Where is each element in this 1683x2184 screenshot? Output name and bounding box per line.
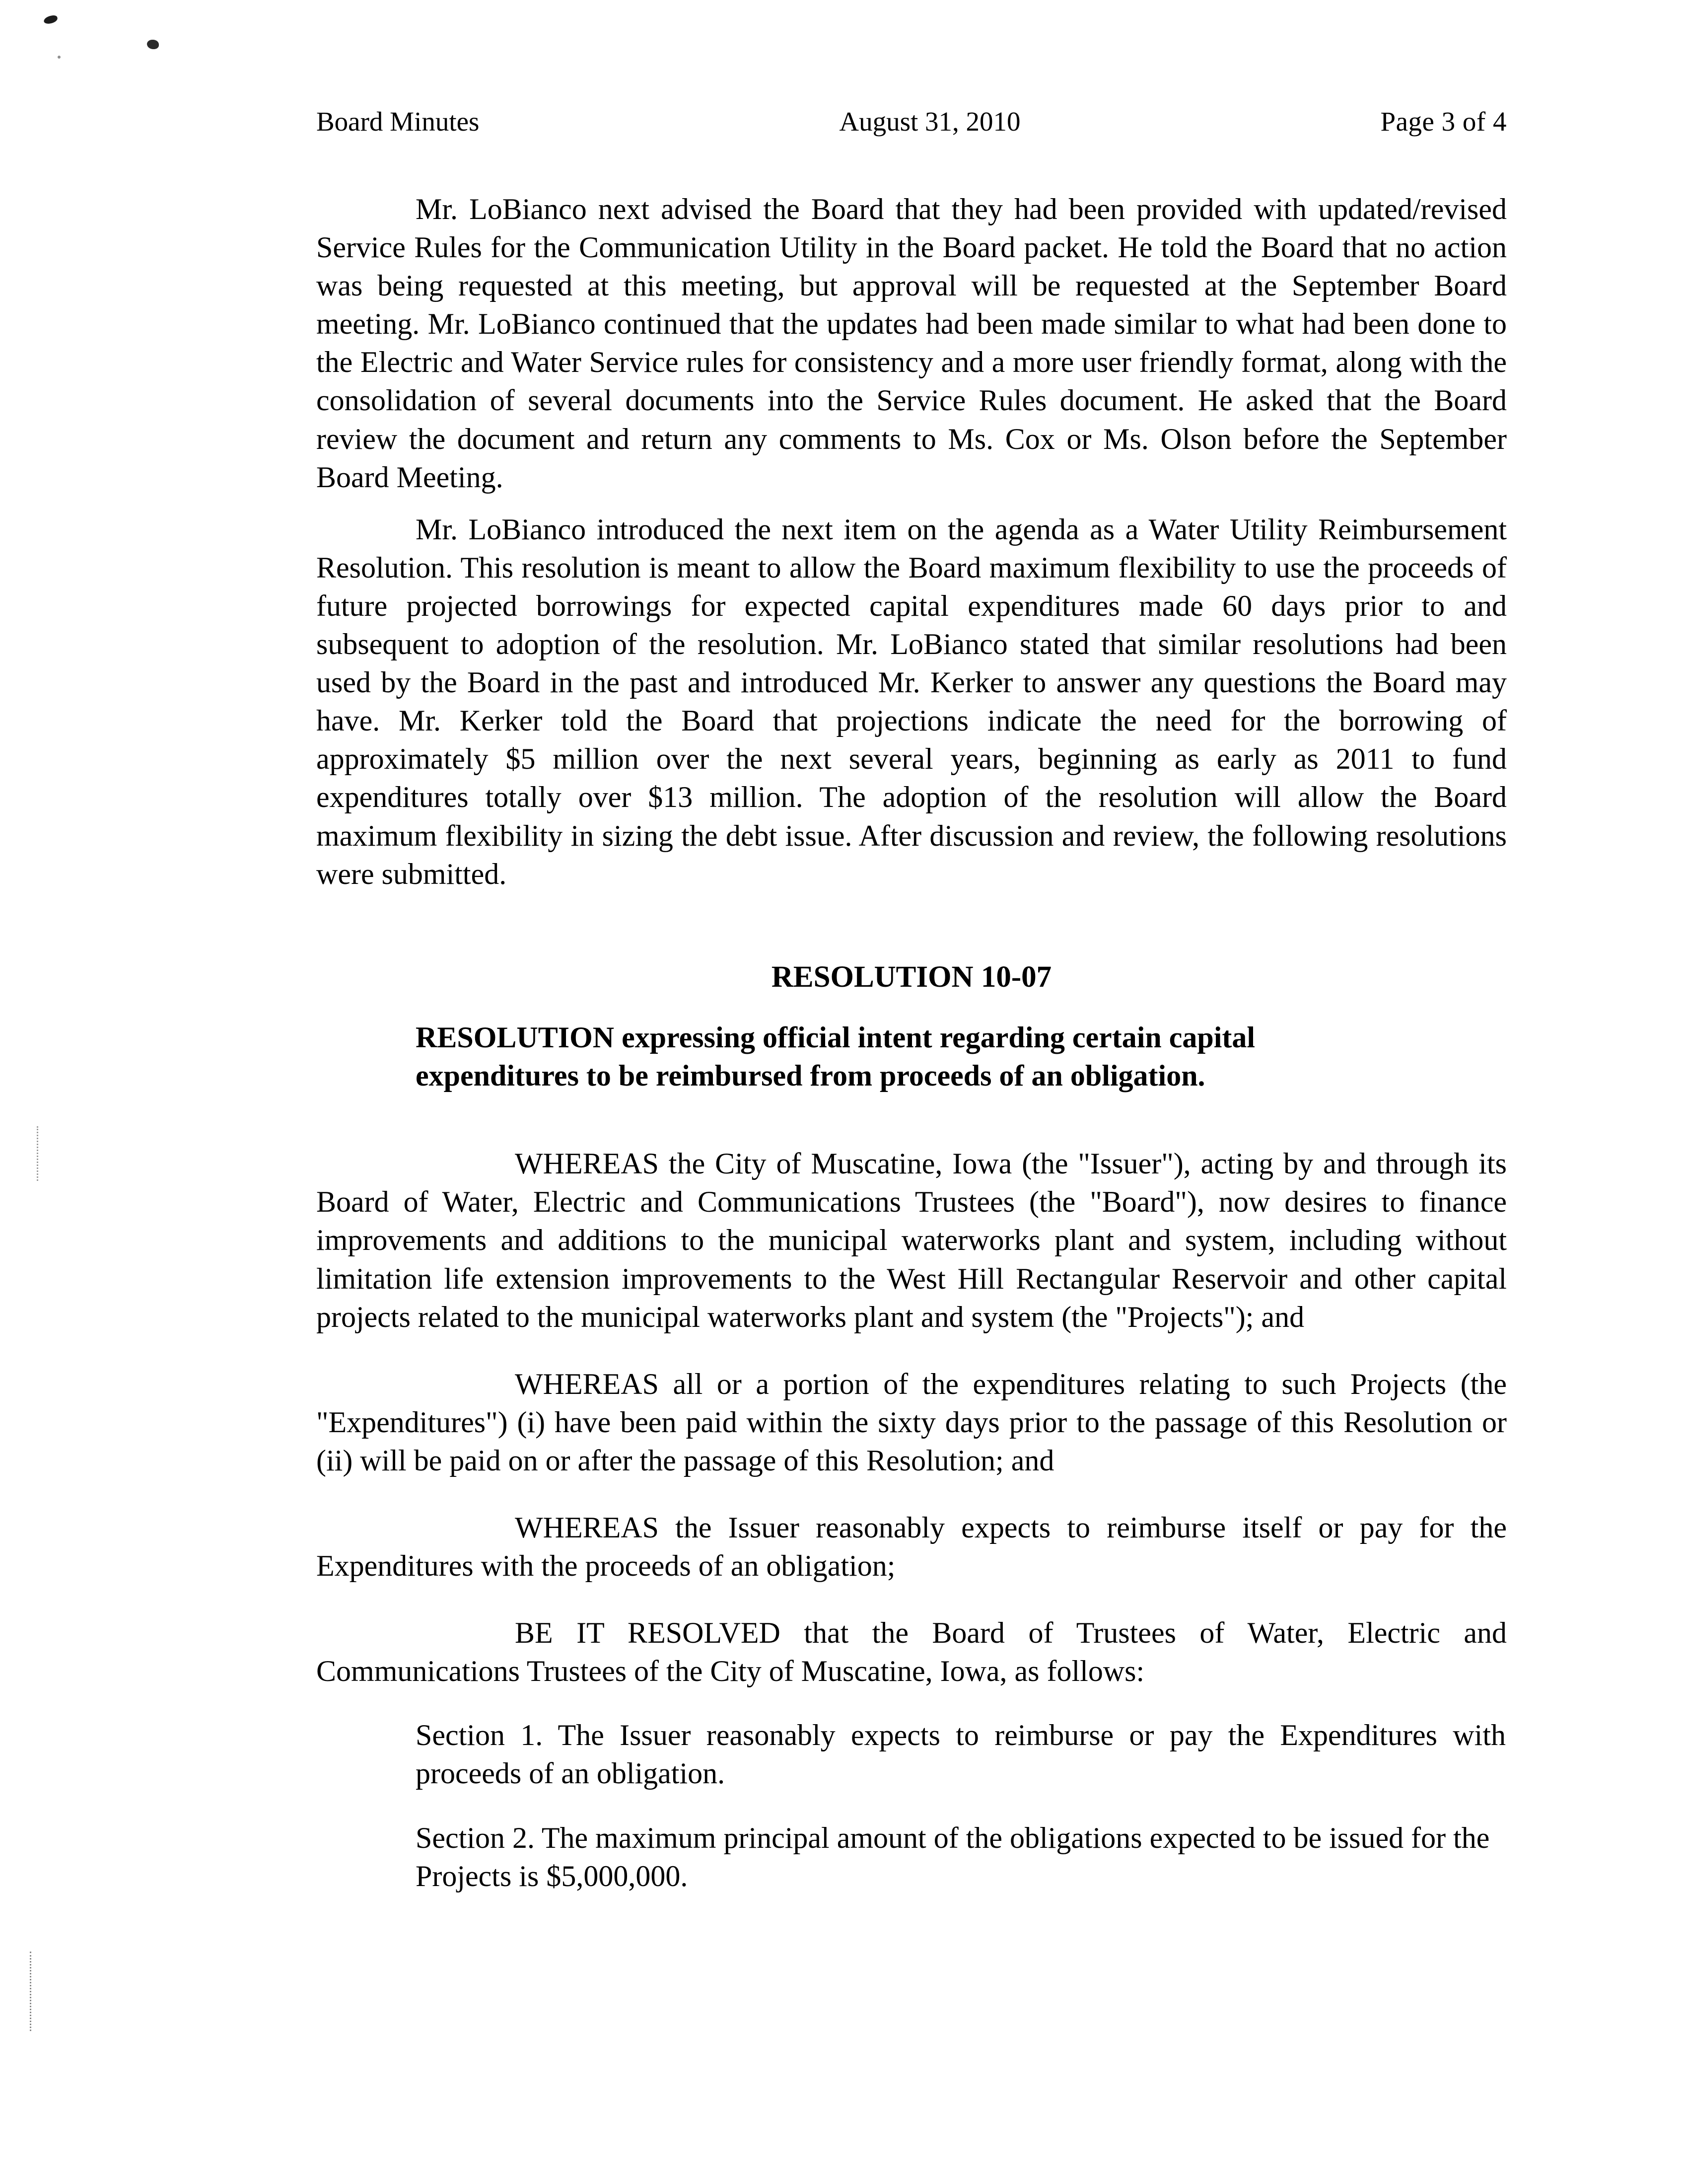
resolution-title: RESOLUTION expressing official intent regarding certain capital expenditures to be reimbursed from proceeds of an obligation. <box>416 1021 1256 1092</box>
minutes-paragraph-service-rules: Mr. LoBianco next advised the Board that they had been provided with updated/revised Service Rules for the Communication Utility in the Board packet. He told the Board that no action was being requested at this meeting, but approval will be requested at the September Board meeting. Mr. LoBianco continued that the updates had been made similar to what had been done to the Electric and Water Service rules for consistency and a more user friendly format, along with the consolidation of several documents into the Service Rules document. He asked that the Board review the document and return any comments to Ms. Cox or Ms. Olson before the September Board Meeting. <box>316 193 1507 494</box>
header-page-number: Page 3 of 4 <box>1380 106 1507 137</box>
minutes-body <box>316 190 1507 1895</box>
header-document-type: Board Minutes <box>316 106 480 137</box>
resolution-section-1: Section 1. The Issuer reasonably expects to reimburse or pay the Expenditures with proceeds of an obligation. <box>416 1719 1506 1790</box>
page-content <box>316 105 1507 1895</box>
header-date: August 31, 2010 <box>839 106 1021 137</box>
resolution-section-2: Section 2. The maximum principal amount of the obligations expected to be issued for the Projects is $5,000,000. <box>416 1821 1490 1893</box>
scan-streak <box>30 1952 31 2031</box>
minutes-paragraph-reimbursement-resolution: Mr. LoBianco introduced the next item on the agenda as a Water Utility Reimbursement Resolution. This resolution is meant to allow the Board maximum flexibility to use the proceeds of future projected borrowings for expected capital expenditures made 60 days prior to and subsequent to adoption of the resolution. Mr. LoBianco stated that similar resolutions had been used by the Board in the past and introduced Mr. Kerker to answer any questions the Board may have. Mr. Kerker told the Board that projections indicate the need for the borrowing of approximately $5 million over the next several years, beginning as early as 2011 to fund expenditures totally over $13 million. The adoption of the resolution will allow the Board maximum flexibility in sizing the debt issue. After discussion and review, the following resolutions were submitted. <box>316 512 1507 890</box>
whereas-clause-3: WHEREAS the Issuer reasonably expects to reimburse itself or pay for the Expenditures with the proceeds of an obligation; <box>316 1511 1507 1583</box>
resolution-number-heading: RESOLUTION 10-07 <box>771 960 1052 994</box>
be-it-resolved-clause: BE IT RESOLVED that the Board of Trustees of Water, Electric and Communications Trustees of the City of Muscatine, Iowa, as follows: <box>316 1616 1507 1688</box>
scan-speck <box>58 56 61 59</box>
page-header <box>316 105 1507 138</box>
scan-streak <box>37 1126 38 1181</box>
whereas-clause-2: WHEREAS all or a portion of the expenditures relating to such Projects (the "Expenditures") (i) have been paid within the sixty days prior to the passage of this Resolution or (ii) will be paid on or after the passage of this Resolution; and <box>316 1367 1507 1477</box>
scan-speck <box>147 40 159 49</box>
whereas-clause-1: WHEREAS the City of Muscatine, Iowa (the "Issuer"), acting by and through its Board of Water, Electric and Communications Trustees (the "Board"), now desires to finance improvements and additions to the municipal waterworks plant and system, including without limitation life extension improvements to the West Hill Rectangular Reservoir and other capital projects related to the municipal waterworks plant and system (the "Projects"); and <box>316 1147 1507 1333</box>
scan-speck <box>43 14 59 24</box>
